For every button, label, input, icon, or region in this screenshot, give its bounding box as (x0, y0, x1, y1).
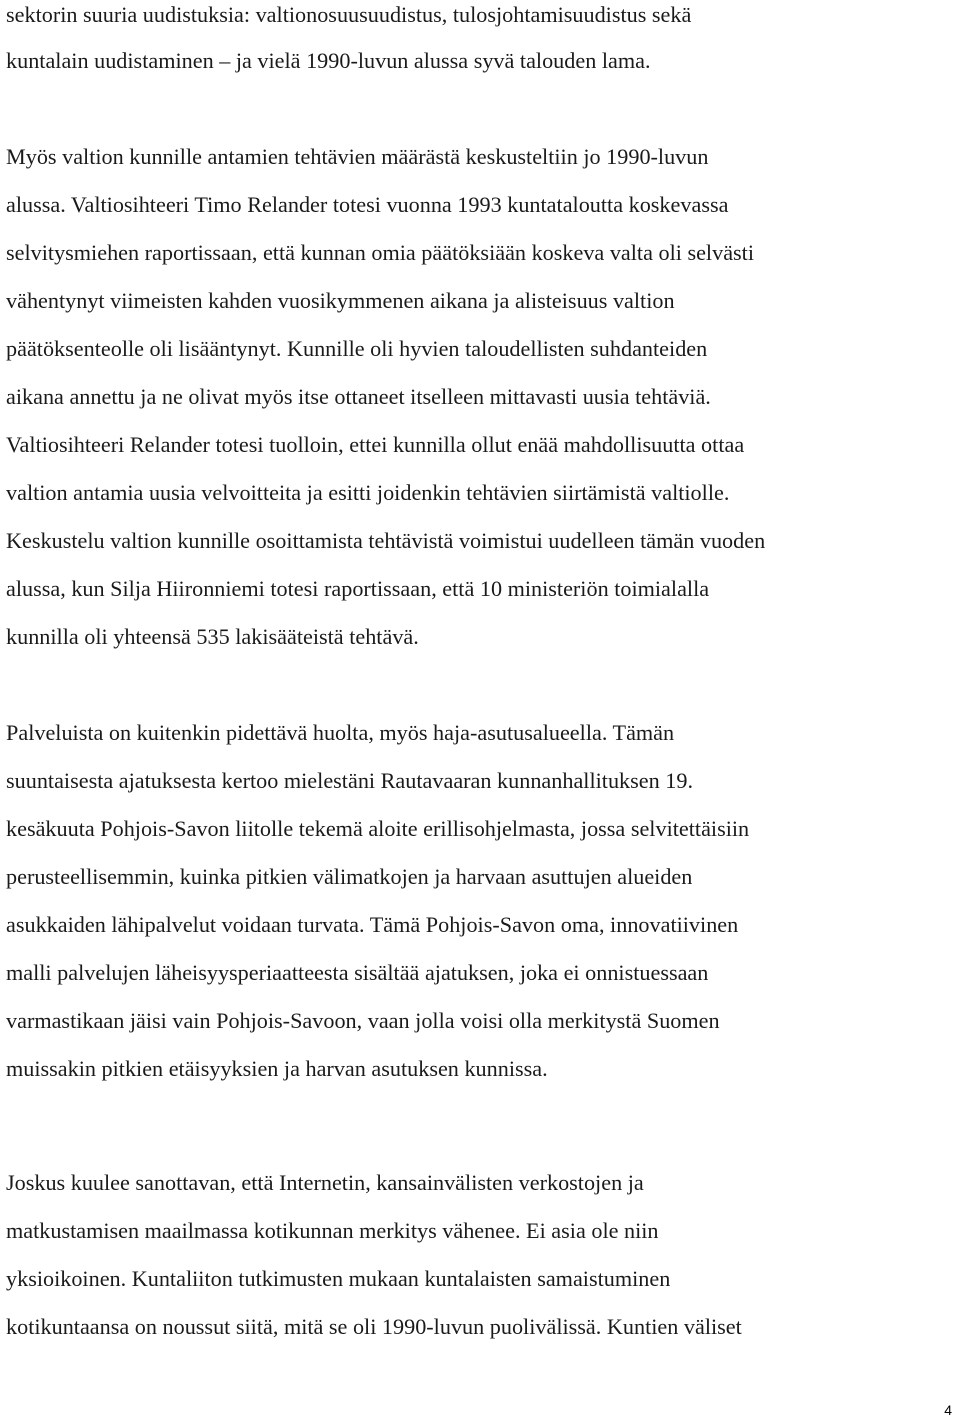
text-line: sektorin suuria uudistuksia: valtionosuusuudistus, tulosjohtamisuudistus sekä (6, 2, 692, 27)
text-line: selvitysmiehen raportissaan, että kunnan omia päätöksiään koskeva valta oli selvästi (6, 240, 755, 265)
text-line: Valtiosihteeri Relander totesi tuolloin, ettei kunnilla ollut enää mahdollisuutta ottaa (6, 432, 745, 457)
text-line: Keskustelu valtion kunnille osoittamista tehtävistä voimistui uudelleen tämän vuoden (6, 528, 766, 553)
text-line: kesäkuuta Pohjois-Savon liitolle tekemä aloite erillisohjelmasta, jossa selvitettäisiin (6, 816, 750, 841)
text-line: kotikuntaansa on noussut siitä, mitä se oli 1990-luvun puolivälissä. Kuntien väliset (6, 1314, 742, 1339)
text-line: suuntaisesta ajatuksesta kertoo mielestäni Rautavaaran kunnanhallituksen 19. (6, 768, 693, 793)
text-line: valtion antamia uusia velvoitteita ja esitti joidenkin tehtävien siirtämistä valtiolle. (6, 480, 730, 505)
text-line: Joskus kuulee sanottavan, että Internetin, kansainvälisten verkostojen ja (6, 1170, 644, 1195)
text-line: asukkaiden lähipalvelut voidaan turvata. Tämä Pohjois-Savon oma, innovatiivinen (6, 912, 739, 937)
text-line: matkustamisen maailmassa kotikunnan merkitys vähenee. Ei asia ole niin (6, 1218, 659, 1243)
page-number: 4 (944, 1402, 952, 1418)
text-line: alussa. Valtiosihteeri Timo Relander totesi vuonna 1993 kuntataloutta koskevassa (6, 192, 729, 217)
text-line: vähentynyt viimeisten kahden vuosikymmenen aikana ja alisteisuus valtion (6, 288, 675, 313)
text-line: kuntalain uudistaminen – ja vielä 1990-luvun alussa syvä talouden lama. (6, 48, 651, 73)
text-line: muissakin pitkien etäisyyksien ja harvan asutuksen kunnissa. (6, 1056, 548, 1081)
text-line: Palveluista on kuitenkin pidettävä huolta, myös haja-asutusalueella. Tämän (6, 720, 675, 745)
text-line: varmastikaan jäisi vain Pohjois-Savoon, vaan jolla voisi olla merkitystä Suomen (6, 1008, 720, 1033)
text-line: malli palvelujen läheisyysperiaatteesta sisältää ajatuksen, joka ei onnistuessaan (6, 960, 709, 985)
text-line: alussa, kun Silja Hiironniemi totesi raportissaan, että 10 ministeriön toimialalla (6, 576, 710, 601)
text-line: aikana annettu ja ne olivat myös itse ottaneet itselleen mittavasti uusia tehtäviä. (6, 384, 711, 409)
text-line: yksioikoinen. Kuntaliiton tutkimusten mukaan kuntalaisten samaistuminen (6, 1266, 671, 1291)
text-line: Myös valtion kunnille antamien tehtävien määrästä keskusteltiin jo 1990-luvun (6, 144, 709, 169)
text-line: perusteellisemmin, kuinka pitkien välimatkojen ja harvaan asuttujen alueiden (6, 864, 693, 889)
text-line: kunnilla oli yhteensä 535 lakisääteistä tehtävä. (6, 624, 419, 649)
text-line: päätöksenteolle oli lisääntynyt. Kunnille oli hyvien taloudellisten suhdanteiden (6, 336, 708, 361)
